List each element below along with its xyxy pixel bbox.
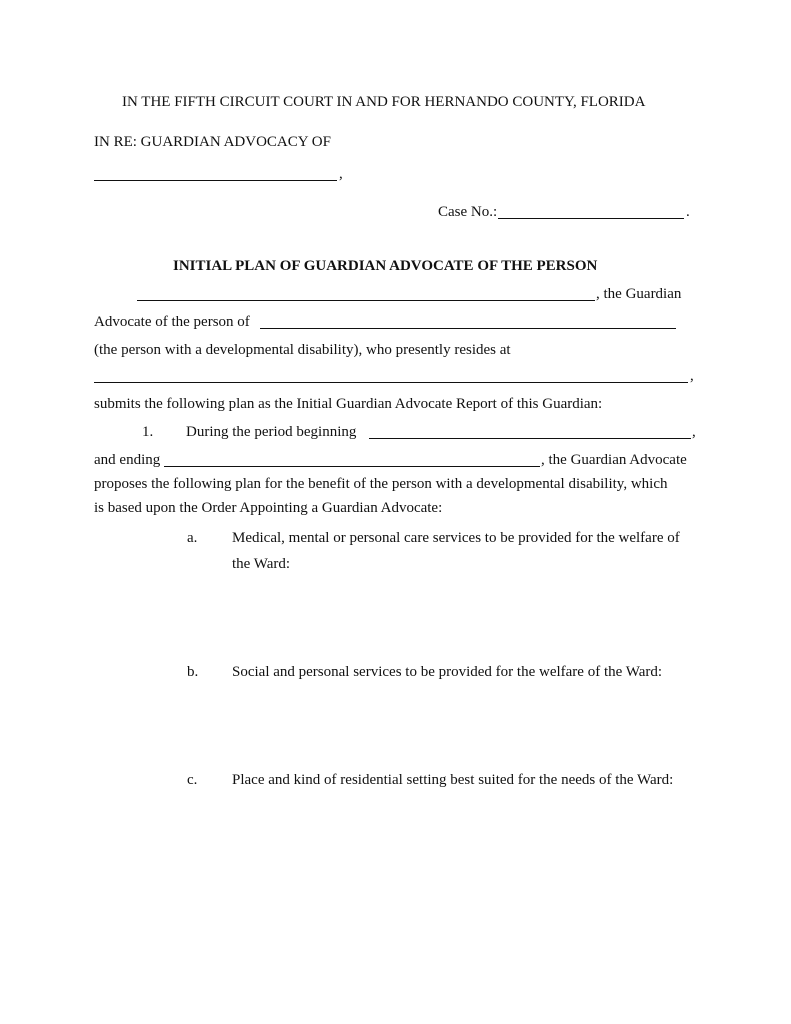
person-description: (the person with a developmental disability), who presently resides at [94, 342, 511, 358]
based-text: is based upon the Order Appointing a Guardian Advocate: [94, 500, 443, 516]
subitem-a-letter: a. [187, 530, 198, 546]
ending-field[interactable] [164, 466, 540, 467]
ward-name-field[interactable] [94, 180, 337, 181]
item1-number: 1. [142, 424, 154, 440]
ending-label: and ending [94, 452, 161, 468]
subitem-c-text: Place and kind of residential setting best suited for the needs of the Ward: [232, 772, 674, 788]
guardian-name-field[interactable] [137, 300, 595, 301]
person-name-field[interactable] [260, 328, 676, 329]
case-no-field[interactable] [498, 218, 684, 219]
residence-comma: , [690, 368, 694, 384]
submits-text: submits the following plan as the Initial Guardian Advocate Report of this Guardian: [94, 396, 603, 412]
subitem-a-text-line1: Medical, mental or personal care services to be provided for the welfare of [232, 530, 680, 546]
period-beginning-comma: , [692, 424, 696, 440]
proposes-text: proposes the following plan for the benefit of the person with a developmental disability, which [94, 476, 668, 492]
in-re-heading: IN RE: GUARDIAN ADVOCACY OF [94, 134, 331, 150]
case-no-label: Case No.: [438, 204, 498, 220]
subitem-b-text: Social and personal services to be provided for the welfare of the Ward: [232, 664, 663, 680]
subitem-a-text-line2: the Ward: [232, 556, 291, 572]
subitem-b-letter: b. [187, 664, 199, 680]
period-beginning-field[interactable] [369, 438, 691, 439]
period-beginning-label: During the period beginning [186, 424, 357, 440]
residence-field[interactable] [94, 382, 688, 383]
advocate-of-person-label: Advocate of the person of [94, 314, 250, 330]
case-no-period: . [686, 204, 690, 220]
guardian-advocate-suffix: , the Guardian Advocate [541, 452, 687, 468]
guardian-suffix: , the Guardian [596, 286, 682, 302]
subitem-c-letter: c. [187, 772, 198, 788]
ward-name-comma: , [339, 166, 343, 182]
form-title: INITIAL PLAN OF GUARDIAN ADVOCATE OF THE PERSON [173, 258, 598, 274]
court-heading: IN THE FIFTH CIRCUIT COURT IN AND FOR HERNANDO COUNTY, FLORIDA [122, 94, 646, 110]
